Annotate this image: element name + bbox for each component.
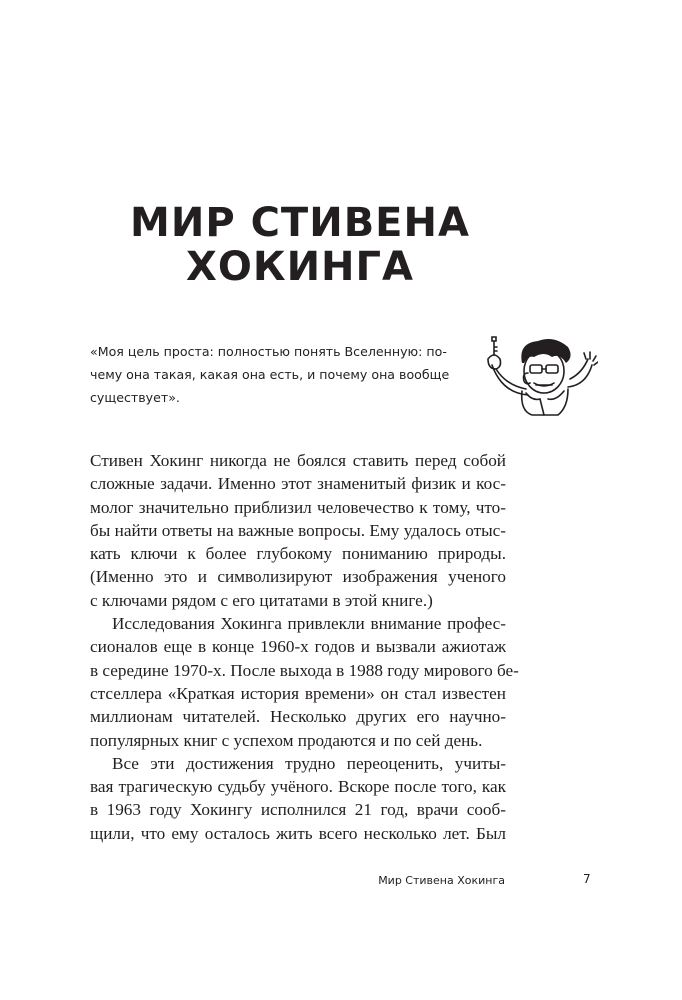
body-line: стселлера «Краткая история времени» он стал известен bbox=[90, 683, 506, 703]
quote-line: «Моя цель проста: полностью понять Вселенную: по- bbox=[90, 344, 447, 359]
body-line: в середине 1970-х. После выхода в 1988 году мирового бе- bbox=[90, 660, 519, 680]
body-line: Все эти достижения трудно переоценить, учиты- bbox=[112, 753, 506, 773]
running-footer-title: Мир Стивена Хокинга bbox=[378, 874, 505, 887]
hawking-with-key-illustration bbox=[482, 333, 598, 417]
body-line: в 1963 году Хокингу исполнился 21 год, врачи сооб- bbox=[90, 800, 506, 820]
epigraph-quote bbox=[90, 340, 490, 409]
body-line: популярных книг с успехом продаются и по сей день. bbox=[90, 730, 483, 750]
chapter-title-line-1: МИР СТИВЕНА bbox=[130, 200, 470, 246]
body-line: молог значительно приблизил человечество к тому, что- bbox=[90, 497, 506, 517]
body-line: бы найти ответы на важные вопросы. Ему удалось отыс- bbox=[90, 520, 506, 540]
body-text bbox=[90, 449, 519, 845]
body-line: миллионам читателей. Несколько других его научно- bbox=[90, 707, 506, 727]
body-line: вая трагическую судьбу учёного. Вскоре после того, как bbox=[90, 777, 506, 797]
chapter-title-line-2: ХОКИНГА bbox=[186, 244, 414, 290]
body-line: сложные задачи. Именно этот знаменитый физик и кос- bbox=[90, 474, 506, 494]
quote-line: чему она такая, какая она есть, и почему она вообще bbox=[90, 367, 450, 382]
body-line: Исследования Хокинга привлекли внимание профес- bbox=[112, 614, 506, 634]
body-line: Стивен Хокинг никогда не боялся ставить перед собой bbox=[90, 451, 506, 470]
body-line: сионалов еще в конце 1960-х годов и вызвали ажиотаж bbox=[90, 637, 506, 657]
body-line: щили, что ему осталось жить всего несколько лет. Был bbox=[90, 823, 506, 843]
quote-line: существует». bbox=[90, 390, 180, 405]
body-line: (Именно это и символизируют изображения ученого bbox=[90, 567, 506, 587]
body-line: кать ключи к более глубокому пониманию природы. bbox=[90, 544, 506, 564]
body-line: с ключами рядом с его цитатами в этой книге.) bbox=[90, 590, 433, 610]
page-number: 7 bbox=[583, 872, 591, 886]
